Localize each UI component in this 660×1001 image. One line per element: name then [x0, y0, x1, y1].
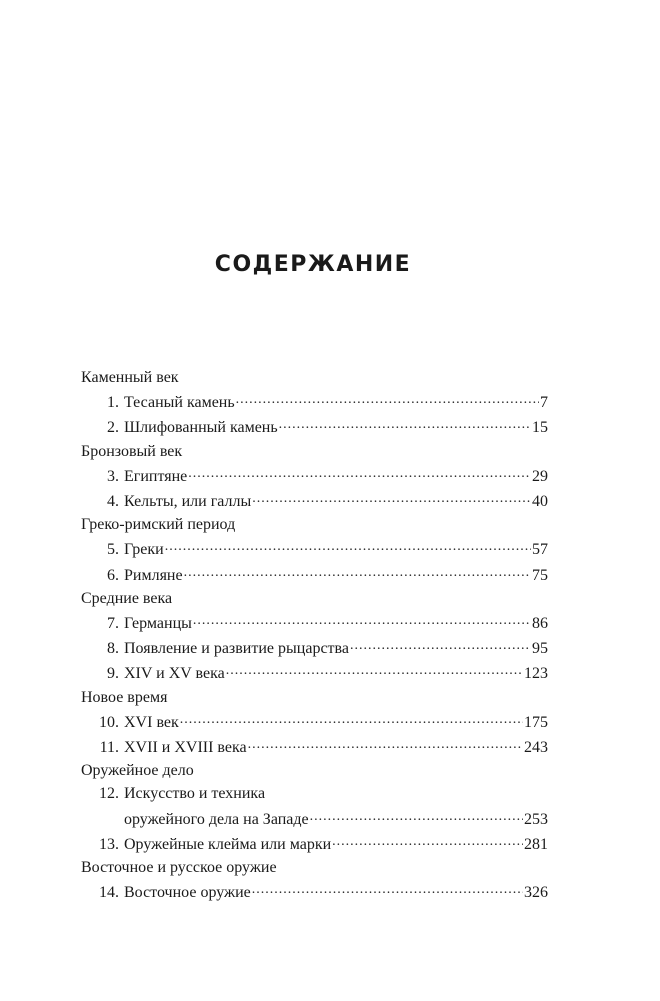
toc-entry-number: 14.	[99, 884, 119, 902]
toc-entry[interactable]	[81, 831, 548, 856]
toc-entry-number: 8.	[107, 640, 119, 658]
dot-leader	[226, 660, 523, 678]
toc-entry-page: 7	[540, 394, 548, 412]
toc-entry[interactable]	[81, 635, 548, 660]
toc-entry-number: 6.	[107, 566, 119, 584]
toc-entry-title: Искусство и техника	[124, 785, 266, 803]
dot-leader	[279, 414, 531, 432]
toc-entry[interactable]	[81, 488, 548, 513]
toc-entry-page: 326	[524, 884, 548, 902]
toc-entry-page: 75	[532, 566, 548, 584]
dot-leader	[184, 562, 531, 580]
toc-entry-title: Шлифованный камень	[124, 419, 278, 437]
toc-entry-number: 5.	[107, 541, 119, 559]
toc-section-title: Каменный век	[81, 369, 179, 386]
toc-entry-number: 3.	[107, 467, 119, 485]
toc-entry-page: 281	[524, 835, 548, 853]
toc-entry-page: 29	[532, 467, 548, 485]
toc-entry-page: 175	[524, 713, 548, 731]
toc-entry-number: 9.	[107, 665, 119, 683]
toc-entry-number: 13.	[99, 835, 119, 853]
toc-entry-title: Египтяне	[124, 467, 188, 485]
toc-section-title: Средние века	[81, 589, 173, 607]
dot-leader	[332, 831, 523, 849]
toc-entry-title: Тесаный камень	[124, 394, 235, 412]
toc-entry-title: Германцы	[124, 615, 192, 633]
dot-leader	[248, 734, 523, 752]
toc-entry-page: 40	[532, 493, 548, 511]
toc-entry-page: 243	[524, 739, 548, 757]
toc-entry-title-continuation: оружейного дела на Западе	[124, 810, 309, 828]
dot-leader	[236, 389, 539, 407]
toc-entry-number: 11.	[99, 739, 119, 757]
toc-entry[interactable]	[81, 879, 548, 904]
dot-leader	[193, 610, 531, 628]
toc-entry-page: 253	[524, 810, 548, 828]
toc-section-title: Новое время	[81, 688, 168, 706]
toc-section-title: Оружейное дело	[81, 762, 194, 780]
toc-entry-page: 86	[532, 615, 548, 633]
toc-entry-number: 1.	[107, 394, 119, 412]
toc-entry[interactable]	[81, 536, 548, 561]
toc-entry[interactable]	[81, 414, 548, 439]
toc-entry-title: Римляне	[124, 566, 183, 584]
toc-entry[interactable]	[81, 709, 548, 734]
dot-leader	[252, 488, 531, 506]
toc-entry-title: Появление и развитие рыцарства	[124, 640, 349, 658]
toc-entry-page: 15	[532, 419, 548, 437]
toc-entry-title: XIV и XV века	[124, 665, 225, 683]
toc-entry-title: XVI век	[124, 713, 179, 731]
toc-entry[interactable]	[81, 562, 548, 587]
toc-entry-number: 10.	[99, 713, 119, 731]
toc-entry[interactable]	[81, 610, 548, 635]
toc-entry-first-line[interactable]	[81, 782, 548, 805]
toc-entry-title: Восточное оружие	[124, 884, 251, 902]
toc-entry[interactable]	[81, 734, 548, 759]
toc-section-title: Бронзовый век	[81, 442, 183, 460]
toc-entry-number: 4.	[107, 493, 119, 511]
toc-entry[interactable]	[81, 463, 548, 488]
dot-leader	[350, 635, 531, 653]
dot-leader	[180, 709, 523, 727]
page-title: СОДЕРЖАНИЕ	[214, 252, 412, 277]
toc-section-title: Восточное и русское оружие	[81, 859, 277, 877]
toc-section-title: Греко-римский период	[81, 516, 236, 534]
dot-leader	[310, 806, 523, 824]
toc-entry[interactable]	[81, 389, 548, 414]
toc-entry-number: 2.	[107, 419, 119, 437]
toc-entry-page: 95	[532, 640, 548, 658]
dot-leader	[252, 879, 523, 897]
toc-entry-title: XVII и XVIII века	[124, 739, 247, 757]
toc-entry-number: 7.	[107, 615, 119, 633]
toc-entry-title: Греки	[124, 541, 164, 559]
dot-leader	[165, 536, 531, 554]
toc-entry-number: 12.	[99, 785, 119, 803]
toc-entry-page: 57	[532, 541, 548, 559]
toc-entry[interactable]	[81, 660, 548, 685]
table-of-contents	[81, 366, 548, 904]
toc-entry-title: Кельты, или галлы	[124, 493, 252, 511]
toc-entry-title: Оружейные клейма или марки	[124, 835, 332, 853]
toc-entry-continuation[interactable]	[81, 806, 548, 831]
dot-leader	[188, 463, 531, 481]
toc-entry-page: 123	[524, 665, 548, 683]
